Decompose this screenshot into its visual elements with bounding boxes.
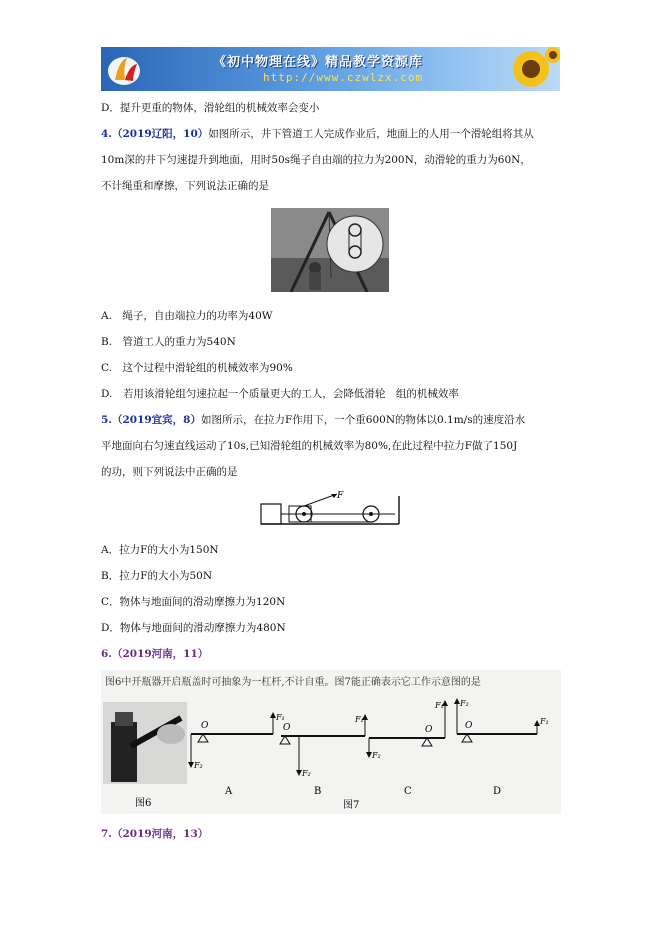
option-c-pivot: O xyxy=(425,725,433,735)
option-a-pivot: O xyxy=(201,721,209,731)
q5-line-3: 的功，则下列说法中正确的是 xyxy=(101,466,238,478)
q5-option-b: B．拉力F的大小为50N xyxy=(101,570,213,582)
q4-option-b: B. 管道工人的重力为540N xyxy=(101,336,236,348)
option-d-f2: F₂ xyxy=(460,699,469,708)
option-a-f1: F₁ xyxy=(276,713,285,722)
q6-caption: 图6中开瓶器开启瓶盖时可抽象为一杠杆,不计自重。图7能正确表示它工作示意图的是 xyxy=(105,677,481,688)
q5-line-1: 5.（2019宜宾，8）如图所示，在拉力F作用下，一个重600N的物体以0.1m/s的速度沿水 xyxy=(101,414,526,426)
q5-force-label: F xyxy=(337,491,344,501)
q6-heading xyxy=(101,647,208,661)
option-b-f1: F₁ xyxy=(355,715,364,724)
banner-url: http://www.czwlzx.com xyxy=(263,71,424,84)
option-c-f1: F₁ xyxy=(435,701,444,710)
header-banner xyxy=(101,47,560,91)
fig7-label: 图7 xyxy=(343,800,360,811)
option-b-f2: F₂ xyxy=(302,769,311,778)
option-c-f2: F₂ xyxy=(372,751,381,760)
q4-figure-photo xyxy=(271,208,389,292)
q6-tag: 6.（2019河南，11） xyxy=(101,648,209,660)
q4-option-d: D. 若用该滑轮组匀速拉起一个质量更大的工人，会降低滑轮 组的机械效率 xyxy=(101,388,459,400)
option-d-pivot: O xyxy=(465,721,473,731)
q7-heading xyxy=(101,827,208,841)
fig6-label: 图6 xyxy=(135,798,152,809)
q4-line-2: 10m深的井下匀速提升到地面，用时50s绳子自由端的拉力为200N，动滑轮的重力为60N， xyxy=(101,154,531,166)
sunflower-icon xyxy=(501,47,560,91)
q4-option-a: A. 绳子，自由端拉力的功率为40W xyxy=(101,310,273,322)
option-a-label: A xyxy=(225,786,233,797)
option-c-label: C xyxy=(404,786,412,797)
option-d-label: D xyxy=(493,786,502,797)
q6-figure xyxy=(101,670,561,814)
q5-option-c: C．物体与地面间的滑动摩擦力为120N xyxy=(101,596,286,608)
option-d-f1: F₁ xyxy=(540,717,549,726)
q4-option-c: C. 这个过程中滑轮组的机械效率为90% xyxy=(101,362,293,374)
q5-pulley-diagram xyxy=(259,488,404,528)
q4-line-3: 不计绳重和摩擦，下列说法正确的是 xyxy=(101,180,269,192)
q5-tag: 5.（2019宜宾，8） xyxy=(101,414,201,426)
option-b-label: B xyxy=(314,786,322,797)
q6-lever-diagrams xyxy=(101,694,561,814)
q5-line-2: 平地面向右匀速直线运动了10s,已知滑轮组的机械效率为80%,在此过程中拉力F做了150J xyxy=(101,440,518,452)
option-b-pivot: O xyxy=(283,723,291,733)
q5-option-a: A．拉力F的大小为150N xyxy=(101,544,219,556)
q5-option-d: D．物体与地面间的滑动摩擦力为480N xyxy=(101,622,286,634)
banner-title: 《初中物理在线》精品教学资源库 xyxy=(213,55,424,70)
site-logo-icon xyxy=(105,50,143,88)
q4-line-1: 4.（2019辽阳，10）如图所示，井下管道工人完成作业后，地面上的人用一个滑轮组将其从 xyxy=(101,128,534,140)
prev-option-d: D．提升更重的物体，滑轮组的机械效率会变小 xyxy=(101,102,320,114)
option-a-f2: F₂ xyxy=(194,761,203,770)
q4-tag: 4.（2019辽阳，10） xyxy=(101,128,209,140)
q7-tag: 7.（2019河南，13） xyxy=(101,828,209,840)
